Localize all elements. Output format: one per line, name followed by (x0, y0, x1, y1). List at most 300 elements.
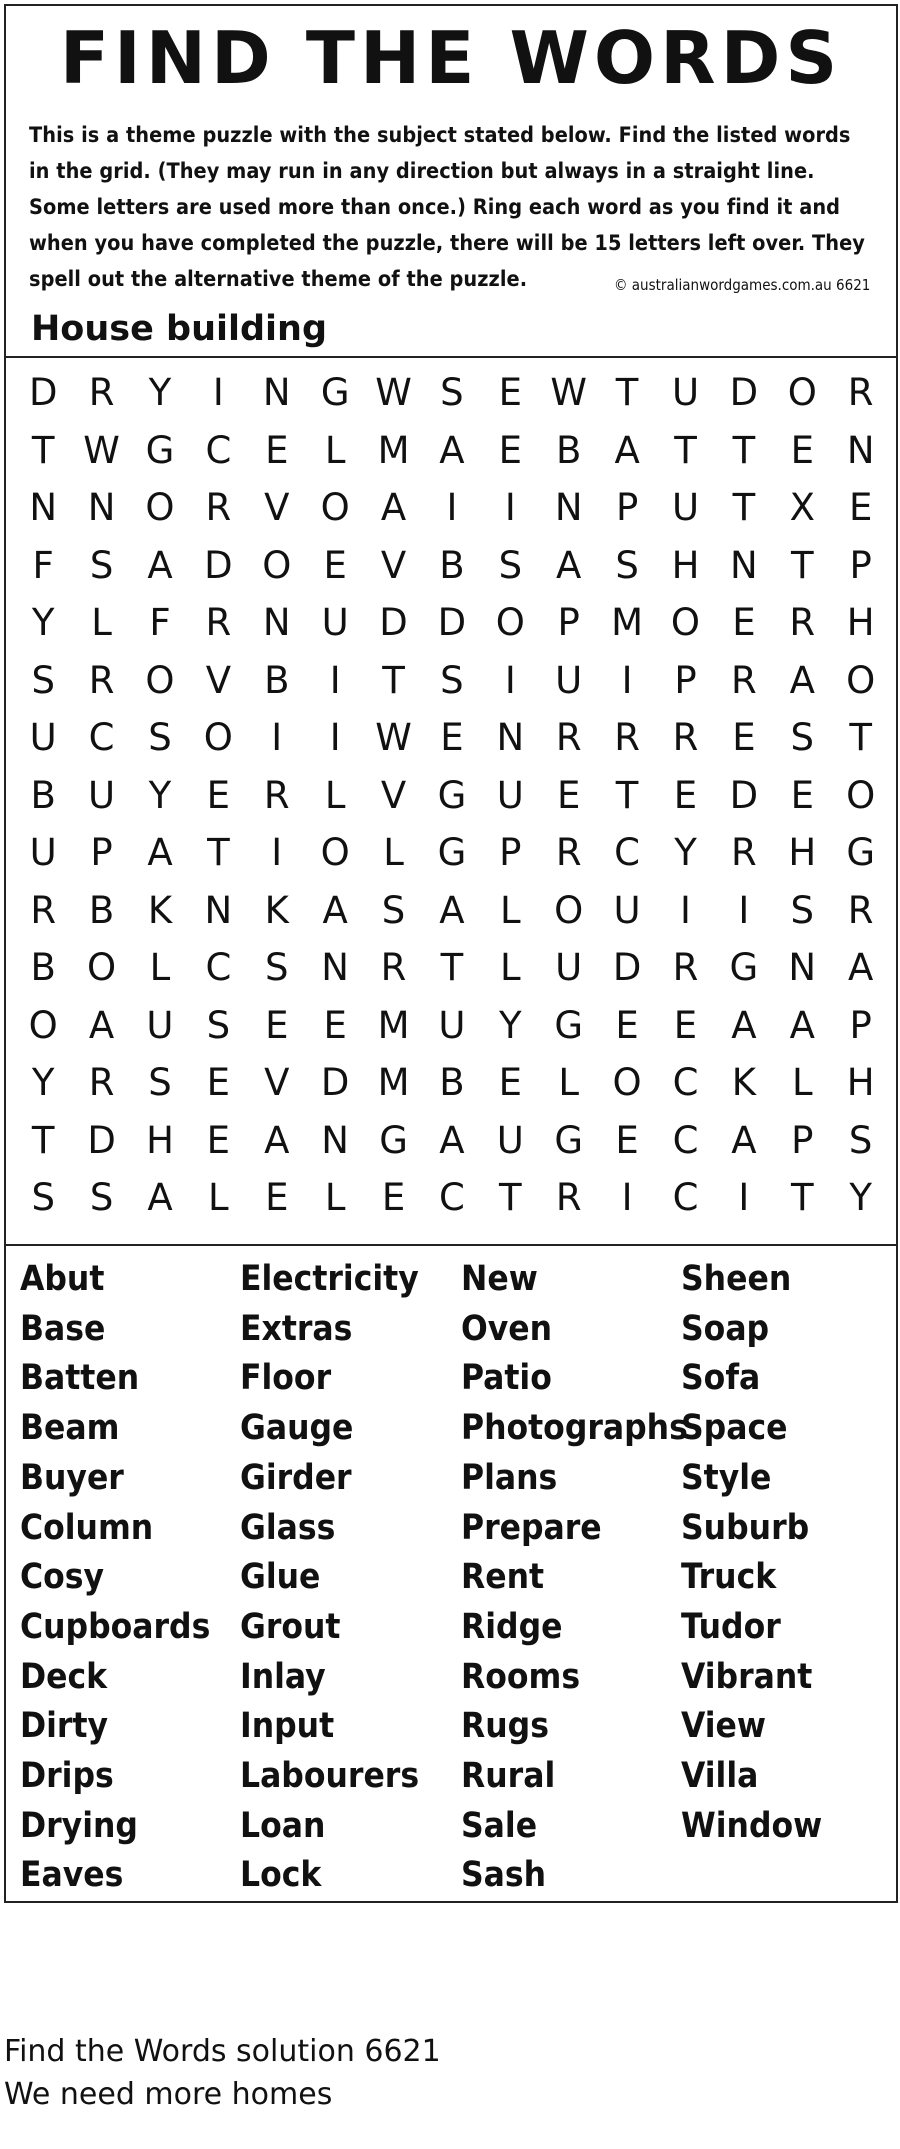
grid-cell[interactable]: O (320, 831, 350, 875)
grid-cell[interactable]: L (208, 1176, 229, 1220)
grid-cell[interactable]: E (265, 428, 289, 472)
grid-cell[interactable]: R (672, 716, 699, 760)
grid-cell[interactable]: U (671, 371, 700, 415)
grid-cell[interactable]: C (205, 428, 232, 472)
grid-cell[interactable]: U (671, 486, 700, 530)
word-item: Ridge (461, 1606, 563, 1647)
grid-cell[interactable]: T (382, 658, 405, 702)
grid-cell[interactable]: T (31, 428, 55, 472)
grid-cell[interactable]: S (440, 371, 464, 415)
grid-cell[interactable]: U (613, 888, 641, 932)
grid-cell[interactable]: T (732, 428, 756, 472)
grid-cell[interactable]: T (849, 716, 872, 760)
grid-cell[interactable]: W (375, 716, 412, 760)
instructions-line: Some letters are used more than once.) Ring each word as you find it and (29, 195, 841, 220)
grid-cell[interactable]: G (379, 1118, 408, 1162)
grid-cell[interactable]: P (90, 831, 113, 875)
grid-cell[interactable]: A (380, 486, 407, 530)
grid-cell[interactable]: V (380, 773, 407, 817)
grid-cell[interactable]: E (440, 716, 464, 760)
grid-cell[interactable]: B (30, 946, 56, 990)
grid-cell[interactable]: A (614, 428, 640, 472)
grid-cell[interactable]: G (554, 1118, 584, 1162)
word-item: Column (20, 1507, 154, 1548)
instructions-line: when you have completed the puzzle, there will be 15 letters left over. They (29, 231, 865, 256)
grid-cell[interactable]: O (87, 946, 117, 990)
grid-cell[interactable]: E (206, 1118, 231, 1162)
grid-cell[interactable]: U (496, 1118, 524, 1162)
grid-row (14, 422, 890, 480)
grid-cell[interactable]: L (500, 888, 521, 932)
grid-cell[interactable]: G (554, 1003, 584, 1047)
grid-cell[interactable]: F (32, 543, 54, 587)
grid-cell[interactable]: B (264, 658, 290, 702)
word-item: Glue (240, 1557, 321, 1598)
grid-cell[interactable]: N (321, 946, 349, 990)
grid-cell[interactable]: N (262, 601, 291, 645)
word-item: Lock (240, 1855, 322, 1896)
grid-cell[interactable]: L (91, 601, 112, 645)
grid-cell[interactable]: P (791, 1118, 814, 1162)
grid-cell[interactable]: O (320, 486, 350, 530)
word-item: Floor (240, 1358, 332, 1399)
grid-cell[interactable]: S (790, 888, 815, 932)
grid-cell[interactable]: A (731, 1118, 757, 1162)
grid-cell[interactable]: W (375, 371, 412, 415)
grid-cell[interactable]: H (146, 1118, 174, 1162)
grid-cell[interactable]: C (672, 1118, 699, 1162)
grid-cell[interactable]: I (271, 716, 283, 760)
word-item: Space (681, 1408, 788, 1449)
solution-block (4, 2030, 441, 2116)
word-item: Sofa (681, 1358, 761, 1399)
grid-cell[interactable]: L (791, 1061, 813, 1105)
grid-cell[interactable]: N (730, 543, 758, 587)
grid-cell[interactable]: T (790, 543, 814, 587)
grid-cell[interactable]: I (621, 658, 633, 702)
grid-row (14, 882, 890, 940)
grid-cell[interactable]: L (324, 428, 346, 472)
grid-cell[interactable]: U (88, 773, 116, 817)
grid-cell[interactable]: I (271, 831, 283, 875)
solution-answer: We need more homes (4, 2077, 333, 2112)
grid-cell[interactable]: R (847, 888, 874, 932)
grid-cell[interactable]: I (329, 658, 341, 702)
grid-cell[interactable]: R (731, 831, 757, 875)
puzzle-title: FIND THE WORDS (59, 16, 843, 100)
grid-cell[interactable]: N (496, 716, 525, 760)
word-item: Truck (681, 1557, 777, 1598)
grid-cell[interactable]: V (264, 486, 290, 530)
grid-cell[interactable]: P (674, 658, 697, 702)
grid-cell[interactable]: E (323, 1003, 347, 1047)
grid-cell[interactable]: B (30, 773, 56, 817)
word-item: Cupboards (20, 1606, 211, 1647)
grid-cell[interactable]: M (611, 601, 644, 645)
instructions-line: in the grid. (They may run in any direction but always in a straight line. (29, 159, 815, 184)
word-item: Batten (20, 1358, 140, 1399)
grid-cell[interactable]: M (377, 1003, 410, 1047)
grid-cell[interactable]: O (145, 486, 175, 530)
grid-cell[interactable]: E (848, 486, 873, 530)
grid-cell[interactable]: O (262, 543, 292, 587)
grid-cell[interactable]: U (29, 716, 57, 760)
grid-cell[interactable]: Y (31, 1061, 55, 1105)
grid-cell[interactable]: V (380, 543, 407, 587)
grid-cell[interactable]: A (789, 658, 815, 702)
grid-cell[interactable]: G (437, 773, 467, 817)
grid-row (14, 1112, 890, 1170)
grid-cell[interactable]: B (439, 1061, 465, 1105)
word-item: Input (240, 1706, 335, 1747)
divider (6, 1244, 896, 1246)
grid-cell[interactable]: T (615, 371, 639, 415)
grid-cell[interactable]: R (672, 946, 699, 990)
word-item: Style (681, 1457, 772, 1498)
word-item: New (461, 1259, 538, 1299)
word-item: Eaves (20, 1855, 124, 1896)
grid-cell[interactable]: I (329, 716, 341, 760)
word-item: Rooms (461, 1656, 581, 1697)
grid-row (14, 997, 890, 1055)
grid-cell[interactable]: O (846, 773, 876, 817)
grid-cell[interactable]: A (88, 1003, 115, 1047)
word-item: Rugs (461, 1706, 549, 1747)
grid-cell[interactable]: K (264, 888, 289, 932)
grid-cell[interactable]: U (321, 601, 349, 645)
grid-cell[interactable]: R (88, 1061, 115, 1105)
grid-cell[interactable]: H (788, 831, 817, 875)
copyright-notice: © australianwordgames.com.au 6621 (614, 276, 871, 294)
word-item: Drying (20, 1805, 138, 1846)
word-item: Sale (461, 1805, 538, 1846)
grid-cell[interactable]: R (614, 716, 640, 760)
grid-cell[interactable]: R (205, 486, 232, 530)
grid-cell[interactable]: N (204, 888, 233, 932)
grid-cell[interactable]: C (439, 1176, 465, 1220)
grid-cell[interactable]: R (555, 716, 582, 760)
grid-cell[interactable]: I (738, 888, 750, 932)
grid-cell[interactable]: R (847, 371, 874, 415)
grid-cell[interactable]: D (379, 601, 408, 645)
grid-cell[interactable]: E (381, 1176, 406, 1220)
word-item: Villa (681, 1756, 759, 1797)
grid-cell[interactable]: O (145, 658, 175, 702)
grid-cell[interactable]: S (790, 716, 815, 760)
grid-cell[interactable]: F (149, 601, 171, 645)
grid-row (14, 364, 890, 422)
word-item: Girder (240, 1457, 352, 1498)
grid-cell[interactable]: S (615, 543, 639, 587)
grid-cell[interactable]: A (439, 1118, 465, 1162)
letter-grid[interactable] (14, 364, 890, 1227)
grid-cell[interactable]: E (673, 1003, 698, 1047)
word-item: Rent (461, 1557, 545, 1598)
grid-row (14, 594, 890, 652)
grid-cell[interactable]: A (556, 543, 582, 587)
grid-cell[interactable]: V (264, 1061, 290, 1105)
grid-cell[interactable]: K (731, 1061, 757, 1105)
grid-cell[interactable]: R (555, 1176, 582, 1220)
grid-cell[interactable]: N (554, 486, 583, 530)
word-item: Patio (461, 1358, 552, 1399)
grid-cell[interactable]: M (377, 1061, 410, 1105)
grid-cell[interactable]: Y (849, 1176, 872, 1220)
grid-cell[interactable]: O (495, 601, 525, 645)
grid-cell[interactable]: S (848, 1118, 873, 1162)
grid-cell[interactable]: A (264, 1118, 290, 1162)
grid-cell[interactable]: U (146, 1003, 174, 1047)
grid-cell[interactable]: T (207, 831, 230, 875)
grid-cell[interactable]: T (790, 1176, 814, 1220)
grid-cell[interactable]: A (147, 1176, 173, 1220)
grid-cell[interactable]: P (849, 543, 872, 587)
word-item: Base (20, 1308, 106, 1349)
grid-cell[interactable]: C (672, 1061, 699, 1105)
grid-cell[interactable]: G (729, 946, 759, 990)
grid-cell[interactable]: N (321, 1118, 349, 1162)
grid-row (14, 767, 890, 825)
grid-cell[interactable]: H (846, 601, 875, 645)
grid-cell[interactable]: S (89, 543, 114, 587)
grid-cell[interactable]: R (789, 601, 816, 645)
grid-row (14, 939, 890, 997)
grid-cell[interactable]: A (322, 888, 348, 932)
grid-cell[interactable]: T (615, 773, 639, 817)
grid-cell[interactable]: R (555, 831, 582, 875)
grid-row (14, 709, 890, 767)
grid-cell[interactable]: Y (674, 831, 697, 875)
grid-cell[interactable]: I (738, 1176, 750, 1220)
grid-cell[interactable]: S (31, 1176, 55, 1220)
grid-cell[interactable]: W (83, 428, 120, 472)
grid-cell[interactable]: R (88, 371, 115, 415)
instructions-line: This is a theme puzzle with the subject stated below. Find the listed words (29, 123, 851, 148)
grid-cell[interactable]: E (732, 601, 756, 645)
grid-cell[interactable]: E (498, 428, 523, 472)
grid-cell[interactable]: D (729, 773, 759, 817)
grid-cell[interactable]: S (265, 946, 289, 990)
grid-cell[interactable]: D (437, 601, 467, 645)
instructions-line: spell out the alternative theme of the puzzle. (29, 267, 528, 292)
grid-cell[interactable]: E (557, 773, 581, 817)
grid-cell[interactable]: E (790, 773, 814, 817)
grid-cell[interactable]: A (731, 1003, 757, 1047)
word-item: Beam (20, 1408, 120, 1449)
word-item: Window (681, 1805, 823, 1846)
grid-cell[interactable]: K (147, 888, 173, 932)
grid-cell[interactable]: N (262, 371, 291, 415)
grid-cell[interactable]: G (320, 371, 350, 415)
grid-cell[interactable]: I (212, 371, 224, 415)
grid-cell[interactable]: R (380, 946, 407, 990)
grid-cell[interactable]: G (437, 831, 467, 875)
grid-cell[interactable]: E (732, 716, 756, 760)
grid-cell[interactable]: E (615, 1003, 639, 1047)
grid-cell[interactable]: L (324, 773, 346, 817)
grid-row (14, 1054, 890, 1112)
word-item: Prepare (461, 1507, 602, 1548)
grid-cell[interactable]: Y (499, 1003, 522, 1047)
grid-cell[interactable]: A (439, 888, 465, 932)
grid-cell[interactable]: S (381, 888, 406, 932)
grid-cell[interactable]: I (504, 486, 516, 530)
grid-cell[interactable]: L (383, 831, 404, 875)
grid-cell[interactable]: S (440, 658, 464, 702)
grid-cell[interactable]: D (612, 946, 642, 990)
grid-cell[interactable]: P (615, 486, 639, 530)
grid-cell[interactable]: X (789, 486, 815, 530)
grid-cell[interactable]: T (499, 1176, 522, 1220)
word-item: View (681, 1706, 766, 1747)
grid-cell[interactable]: C (672, 1176, 699, 1220)
word-item: Photographs (461, 1408, 688, 1449)
word-item: Inlay (240, 1656, 326, 1697)
grid-cell[interactable]: N (846, 428, 875, 472)
grid-cell[interactable]: S (89, 1176, 114, 1220)
word-item: Abut (20, 1259, 105, 1299)
grid-cell[interactable]: I (504, 658, 516, 702)
grid-cell[interactable]: D (204, 543, 233, 587)
grid-cell[interactable]: U (555, 658, 583, 702)
grid-cell[interactable]: A (147, 831, 173, 875)
grid-cell[interactable]: C (205, 946, 232, 990)
solution-title: Find the Words solution 6621 (4, 2034, 441, 2069)
grid-cell[interactable]: E (790, 428, 814, 472)
grid-cell[interactable]: G (846, 831, 875, 875)
word-item: Loan (240, 1805, 326, 1846)
grid-cell[interactable]: U (438, 1003, 466, 1047)
grid-cell[interactable]: S (498, 543, 523, 587)
word-item: Dirty (20, 1706, 109, 1747)
grid-cell[interactable]: A (848, 946, 874, 990)
grid-cell[interactable]: E (673, 773, 698, 817)
word-column (20, 1255, 210, 1901)
grid-cell[interactable]: D (320, 1061, 350, 1105)
grid-cell[interactable]: C (614, 831, 641, 875)
grid-cell[interactable]: B (88, 888, 115, 932)
grid-cell[interactable]: U (29, 831, 57, 875)
word-item: Labourers (240, 1756, 420, 1797)
word-item: Oven (461, 1308, 553, 1349)
grid-cell[interactable]: N (87, 486, 116, 530)
grid-cell[interactable]: A (789, 1003, 815, 1047)
grid-cell[interactable]: O (554, 888, 584, 932)
grid-cell[interactable]: E (265, 1003, 289, 1047)
grid-cell[interactable]: T (31, 1118, 55, 1162)
grid-cell[interactable]: E (206, 1061, 231, 1105)
grid-cell[interactable]: O (612, 1061, 642, 1105)
grid-row (14, 824, 890, 882)
grid-cell[interactable]: R (30, 888, 57, 932)
grid-cell[interactable]: D (28, 371, 58, 415)
word-item: Suburb (681, 1507, 810, 1548)
grid-cell[interactable]: S (206, 1003, 231, 1047)
grid-cell[interactable]: P (849, 1003, 872, 1047)
grid-cell[interactable]: I (680, 888, 691, 932)
word-item: Grout (240, 1606, 341, 1647)
grid-cell[interactable]: D (729, 371, 759, 415)
grid-cell[interactable]: Y (148, 773, 172, 817)
divider (6, 356, 896, 358)
grid-cell[interactable]: T (440, 946, 464, 990)
word-item: Deck (20, 1656, 108, 1697)
grid-cell[interactable]: N (29, 486, 58, 530)
word-item: Cosy (20, 1557, 105, 1598)
grid-cell[interactable]: E (206, 773, 231, 817)
grid-cell[interactable]: O (787, 371, 817, 415)
grid-cell[interactable]: L (558, 1061, 580, 1105)
word-item: Plans (461, 1457, 558, 1498)
grid-cell[interactable]: Y (148, 371, 172, 415)
word-column (681, 1255, 822, 1851)
grid-cell[interactable]: B (556, 428, 582, 472)
word-item: Gauge (240, 1408, 354, 1449)
grid-cell[interactable]: P (499, 831, 522, 875)
grid-cell[interactable]: E (615, 1118, 639, 1162)
grid-cell[interactable]: C (88, 716, 115, 760)
grid-cell[interactable]: E (498, 1061, 523, 1105)
grid-cell[interactable]: R (731, 658, 757, 702)
grid-cell[interactable]: L (149, 946, 171, 990)
grid-cell[interactable]: S (148, 1061, 172, 1105)
grid-cell[interactable]: M (377, 428, 410, 472)
puzzle-panel (4, 4, 898, 1903)
word-item: Drips (20, 1756, 114, 1797)
grid-cell[interactable]: T (674, 428, 697, 472)
word-column (240, 1255, 419, 1901)
grid-cell[interactable]: S (148, 716, 172, 760)
grid-cell[interactable]: G (145, 428, 175, 472)
grid-cell[interactable]: U (496, 773, 524, 817)
grid-cell[interactable]: E (323, 543, 347, 587)
grid-cell[interactable]: S (31, 658, 55, 702)
grid-cell[interactable]: H (846, 1061, 875, 1105)
grid-cell[interactable]: N (788, 946, 817, 990)
grid-cell[interactable]: R (88, 658, 115, 702)
grid-cell[interactable]: I (621, 1176, 633, 1220)
grid-cell[interactable]: R (263, 773, 290, 817)
grid-cell[interactable]: R (205, 601, 232, 645)
grid-cell[interactable]: E (265, 1176, 289, 1220)
grid-cell[interactable]: H (671, 543, 700, 587)
grid-cell[interactable]: I (446, 486, 458, 530)
grid-cell[interactable]: E (498, 371, 523, 415)
grid-cell[interactable]: U (555, 946, 583, 990)
theme-heading: House building (31, 309, 327, 349)
grid-cell[interactable]: L (324, 1176, 346, 1220)
grid-cell[interactable]: B (439, 543, 465, 587)
grid-cell[interactable]: O (203, 716, 233, 760)
grid-row (14, 652, 890, 710)
grid-cell[interactable]: O (28, 1003, 58, 1047)
word-item: Vibrant (681, 1656, 813, 1697)
grid-cell[interactable]: Y (31, 601, 55, 645)
grid-cell[interactable]: L (500, 946, 521, 990)
grid-cell[interactable]: O (670, 601, 701, 645)
grid-row (14, 479, 890, 537)
word-item: Glass (240, 1507, 336, 1548)
grid-cell[interactable]: D (87, 1118, 116, 1162)
grid-cell[interactable]: V (205, 658, 232, 702)
grid-cell[interactable]: W (550, 371, 587, 415)
grid-cell[interactable]: P (557, 601, 580, 645)
grid-cell[interactable]: O (846, 658, 876, 702)
word-item: Extras (240, 1308, 353, 1349)
grid-cell[interactable]: T (732, 486, 756, 530)
grid-cell[interactable]: A (147, 543, 173, 587)
grid-cell[interactable]: A (439, 428, 465, 472)
